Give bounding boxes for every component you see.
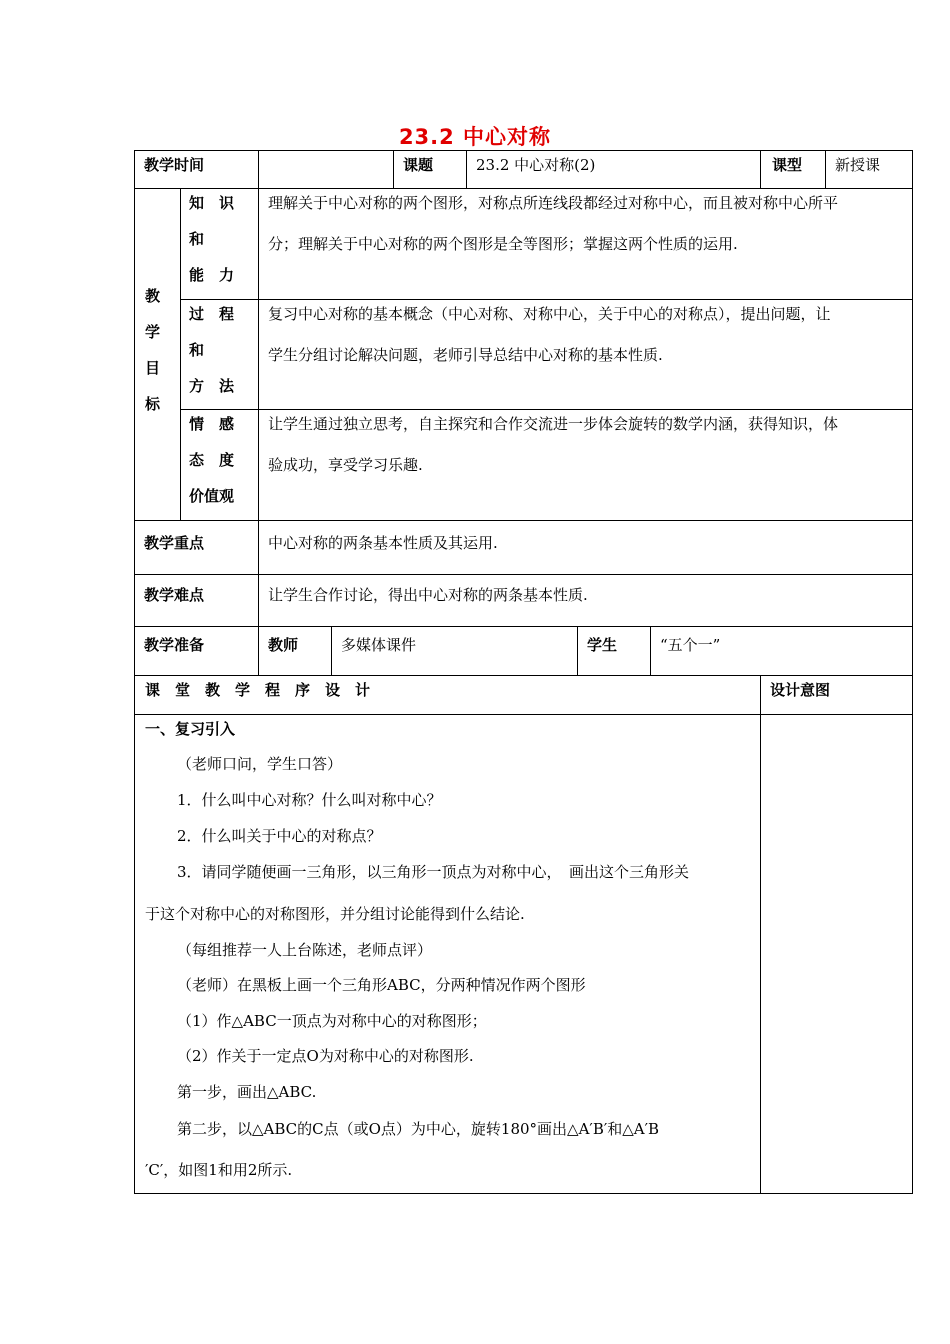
procedure-paragraph: （2）作关于一定点O为对称中心的对称图形. bbox=[177, 1047, 474, 1065]
goal-label-process: 过 程 bbox=[189, 305, 235, 323]
goal-label-knowledge: 和 bbox=[189, 230, 205, 248]
procedure-paragraph: （1）作△ABC一顶点为对称中心的对称图形； bbox=[177, 1012, 487, 1030]
goals-label-char: 标 bbox=[145, 395, 161, 413]
goals-label-char: 目 bbox=[145, 359, 161, 377]
lesson-type-value: 新授课 bbox=[835, 156, 881, 174]
difficulties-text: 让学生合作讨论，得出中心对称的两条基本性质. bbox=[268, 586, 588, 604]
goals-label-char: 教 bbox=[145, 287, 161, 305]
row-divider bbox=[134, 520, 913, 521]
col-divider bbox=[258, 626, 259, 675]
procedure-paragraph: （老师）在黑板上画一个三角形ABC，分两种情况作两个图形 bbox=[177, 976, 586, 994]
row-divider bbox=[134, 714, 913, 715]
procedure-paragraph: （每组推荐一人上台陈述，老师点评） bbox=[177, 941, 433, 959]
procedure-paragraph: 于这个对称中心的对称图形，并分组讨论能得到什么结论. bbox=[145, 905, 525, 923]
row-divider bbox=[180, 409, 913, 410]
goal-label-attitude: 态 度 bbox=[189, 451, 235, 469]
col-divider bbox=[180, 188, 181, 520]
procedure-paragraph: 1．什么叫中心对称？什么叫对称中心？ bbox=[177, 791, 442, 809]
key-points-label: 教学重点 bbox=[144, 534, 205, 552]
procedure-paragraph: 2．什么叫关于中心的对称点？ bbox=[177, 827, 382, 845]
col-divider bbox=[258, 150, 259, 188]
row-divider bbox=[180, 299, 913, 300]
topic-value: 23.2 中心对称(2) bbox=[476, 156, 596, 174]
procedure-paragraph: 第一步，画出△ABC. bbox=[177, 1083, 317, 1101]
lesson-type-label: 课型 bbox=[772, 156, 803, 174]
goal-label-attitude: 价值观 bbox=[189, 487, 235, 505]
procedure-paragraph: （老师口问，学生口答） bbox=[177, 755, 343, 773]
goals-label-char: 学 bbox=[145, 323, 161, 341]
goal-label-process: 方 法 bbox=[189, 377, 235, 395]
procedure-paragraph: ′C′，如图1和用2所示. bbox=[145, 1161, 293, 1179]
goal-label-knowledge: 知 识 bbox=[189, 194, 235, 212]
design-intent-header: 设计意图 bbox=[770, 681, 831, 699]
student-value: “五个一” bbox=[660, 636, 721, 654]
goal-text-knowledge: 分；理解关于中心对称的两个图形是全等图形；掌握这两个性质的运用. bbox=[268, 235, 738, 253]
topic-label: 课题 bbox=[403, 156, 434, 174]
procedure-paragraph: 3．请同学随便画一三角形，以三角形一顶点为对称中心， 画出这个三角形关 bbox=[177, 863, 690, 881]
col-divider bbox=[393, 150, 394, 188]
preparation-label: 教学准备 bbox=[144, 636, 205, 654]
col-divider bbox=[760, 150, 761, 188]
key-points-text: 中心对称的两条基本性质及其运用. bbox=[268, 534, 498, 552]
goal-text-attitude: 让学生通过独立思考，自主探究和合作交流进一步体会旋转的数学内涵，获得知识，体 bbox=[268, 415, 839, 433]
row-divider bbox=[134, 626, 913, 627]
section-title: 一、复习引入 bbox=[145, 720, 236, 738]
goal-label-knowledge: 能 力 bbox=[189, 266, 235, 284]
row-divider bbox=[134, 574, 913, 575]
difficulties-label: 教学难点 bbox=[144, 586, 205, 604]
col-divider bbox=[760, 675, 761, 1194]
teacher-label: 教师 bbox=[268, 636, 299, 654]
goal-label-process: 和 bbox=[189, 341, 205, 359]
col-divider bbox=[577, 626, 578, 675]
goal-label-attitude: 情 感 bbox=[189, 415, 235, 433]
goal-text-knowledge: 理解关于中心对称的两个图形，对称点所连线段都经过对称中心，而且被对称中心所平 bbox=[268, 194, 839, 212]
col-divider bbox=[650, 626, 651, 675]
document-title: 23.2 中心对称 bbox=[398, 125, 552, 149]
procedure-paragraph: 第二步，以△ABC的C点（或O点）为中心，旋转180°画出△A′B′和△A′B bbox=[177, 1120, 660, 1138]
goal-text-process: 学生分组讨论解决问题，老师引导总结中心对称的基本性质. bbox=[268, 346, 663, 364]
goal-text-process: 复习中心对称的基本概念（中心对称、对称中心，关于中心的对称点），提出问题，让 bbox=[268, 305, 831, 323]
teacher-value: 多媒体课件 bbox=[341, 636, 417, 654]
row-divider bbox=[134, 188, 913, 189]
goal-text-attitude: 验成功，享受学习乐趣. bbox=[268, 456, 423, 474]
procedure-header: 课 堂 教 学 程 序 设 计 bbox=[145, 681, 371, 699]
col-divider bbox=[258, 188, 259, 626]
col-divider bbox=[466, 150, 467, 188]
row-divider bbox=[134, 675, 913, 676]
col-divider bbox=[825, 150, 826, 188]
teaching-time-label: 教学时间 bbox=[144, 156, 205, 174]
student-label: 学生 bbox=[587, 636, 618, 654]
col-divider bbox=[331, 626, 332, 675]
